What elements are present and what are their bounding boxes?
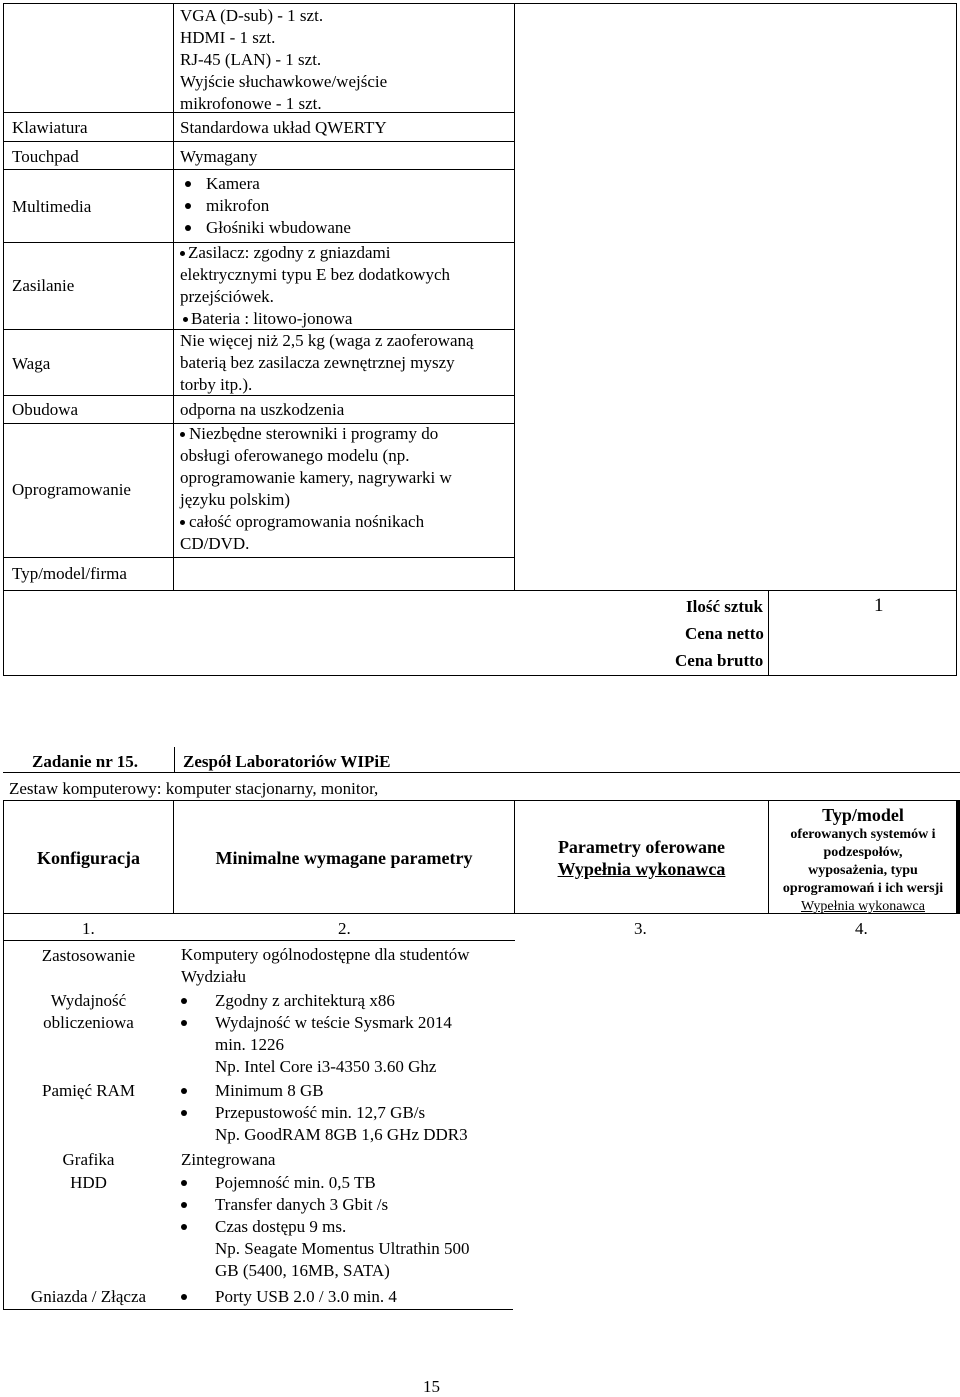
label-klawiatura: Klawiatura [12, 118, 88, 137]
bullet-icon [185, 181, 191, 187]
bullet-icon [181, 1088, 187, 1094]
label-grafika: Grafika [62, 1150, 115, 1169]
col-number-1: 1. [82, 919, 95, 938]
header-offered-params: Parametry oferowane Wypełnia wykonawca [557, 837, 726, 879]
bullet-icon [181, 1224, 187, 1230]
bullet-icon [181, 1180, 187, 1186]
spec-case: odporna na uszkodzenia [180, 400, 345, 419]
col-number-4: 4. [855, 919, 868, 938]
spec-usage: Komputery ogólnodostępne dla studentów Wydziału [181, 945, 470, 986]
spec-ports: VGA (D-sub) - 1 szt. HDMI - 1 szt. RJ-45 (LAN) - 1 szt. Wyjście słuchawkowe/wejście mikrofonowe - 1 szt. [180, 6, 388, 113]
spec-hdd: Pojemność min. 0,5 TB Transfer danych 3 Gbit /s Czas dostępu 9 ms. Np. Seagate Momentus Ultrathin 500 GB (5400, 16MB, SATA) [181, 1172, 470, 1282]
spec-graphics: Zintegrowana [181, 1150, 276, 1169]
bullet-icon [185, 225, 191, 231]
spec-power: Zasilacz: zgodny z gniazdami elektrycznymi typu E bez dodatkowych przejściówek. Bateria : litowo-jonowa [180, 243, 451, 328]
bullet-icon [185, 203, 191, 209]
header-minimal-params: Minimalne wymagane parametry [215, 848, 473, 868]
header-type-model: Typ/model oferowanych systemów i podzespołów, wyposażenia, typu oprogramowań i ich wersji Wypełnia wykonawca [782, 805, 944, 914]
header-configuration: Konfiguracja [37, 848, 140, 868]
qty-value: 1 [874, 595, 884, 616]
label-gniazda: Gniazda / Złącza [30, 1287, 147, 1306]
label-waga: Waga [12, 354, 51, 373]
spec-software: Niezbędne sterowniki i programy do obsługi oferowanego modelu (np. oprogramowanie kamery, nagrywarki w języku polskim) całość oprogramowania nośnikach CD/DVD. [180, 424, 452, 553]
task-title: Zestaw komputerowy: komputer stacjonarny, monitor, [9, 779, 379, 798]
bullet-icon [181, 1294, 187, 1300]
qty-label: Ilość sztuk [686, 597, 763, 616]
task-number: Zadanie nr 15. [32, 752, 138, 771]
spec-keyboard: Standardowa układ QWERTY [180, 118, 387, 137]
label-ram: Pamięć RAM [41, 1081, 136, 1100]
col-number-3: 3. [634, 919, 647, 938]
bullet-icon [180, 432, 185, 437]
label-oprogramowanie: Oprogramowanie [12, 480, 131, 499]
spec-performance: Zgodny z architekturą x86 Wydajność w teście Sysmark 2014 min. 1226 Np. Intel Core i3-4350 3.60 Ghz [181, 990, 452, 1078]
bullet-icon [183, 317, 188, 322]
bullet-icon [180, 251, 185, 256]
label-multimedia: Multimedia [12, 197, 92, 216]
label-zasilanie: Zasilanie [12, 276, 75, 295]
spec-multimedia: Kamera mikrofon Głośniki wbudowane [180, 173, 351, 239]
bullet-icon [180, 520, 185, 525]
bullet-icon [181, 1020, 187, 1026]
spec-ports-bottom: Porty USB 2.0 / 3.0 min. 4 [181, 1286, 397, 1308]
gross-price-label: Cena brutto [675, 651, 764, 670]
label-typ-model-firma: Typ/model/firma [12, 564, 127, 583]
label-hdd: HDD [70, 1173, 107, 1192]
label-touchpad: Touchpad [12, 147, 79, 166]
spec-ram: Minimum 8 GB Przepustowość min. 12,7 GB/s Np. GoodRAM 8GB 1,6 GHz DDR3 [181, 1080, 468, 1146]
net-price-label: Cena netto [685, 624, 764, 643]
task-unit: Zespół Laboratoriów WIPiE [183, 752, 391, 771]
spec-touchpad: Wymagany [180, 147, 258, 166]
page-number: 15 [423, 1377, 440, 1396]
col-number-2: 2. [338, 919, 351, 938]
bullet-icon [181, 1202, 187, 1208]
bullet-icon [181, 998, 187, 1004]
label-obudowa: Obudowa [12, 400, 79, 419]
bullet-icon [181, 1110, 187, 1116]
label-zastosowanie: Zastosowanie [41, 946, 136, 965]
label-wydajnosc: Wydajność obliczeniowa [43, 991, 134, 1032]
spec-weight: Nie więcej niż 2,5 kg (waga z zaoferowaną baterią bez zasilacza zewnętrznej myszy torby itp.). [180, 331, 474, 394]
